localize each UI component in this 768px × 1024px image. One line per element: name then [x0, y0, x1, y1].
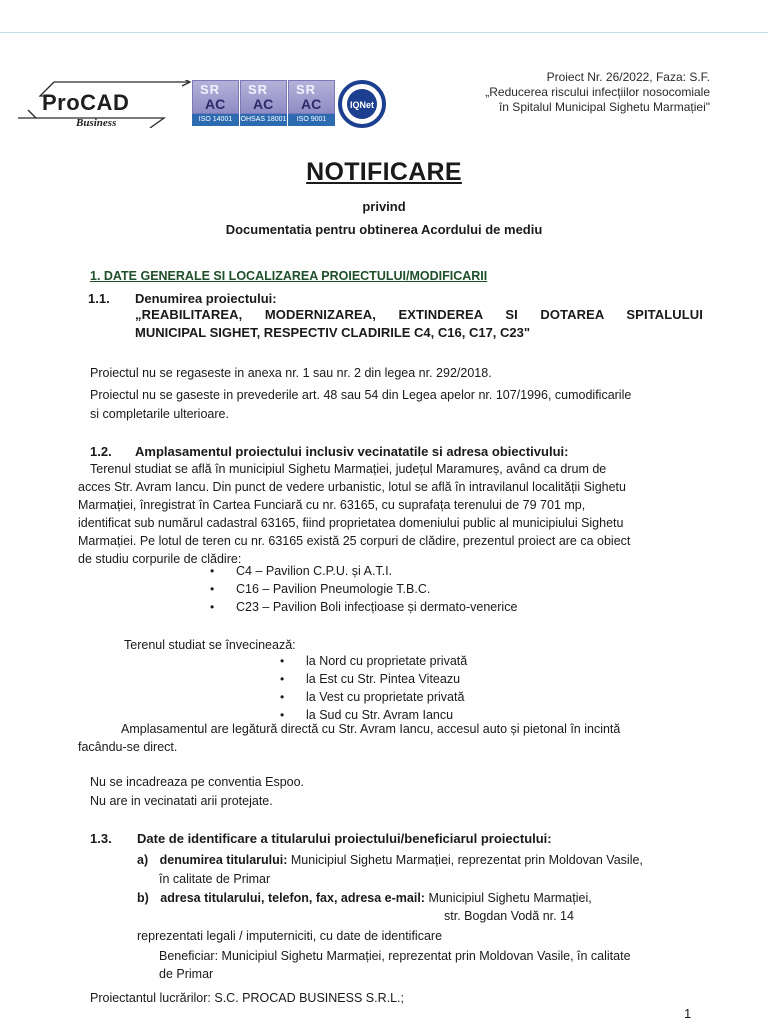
access-line-1: Amplasamentul are legătură directă cu Str. Avram Iancu, accesul auto și pietonal în incintă [121, 722, 621, 736]
project-title-line-1: „Reducerea riscului infecțiilor nosocomiale [485, 85, 710, 99]
beneficiary-line-2: de Primar [159, 967, 214, 981]
access-line-2: facându-se direct. [78, 740, 178, 754]
iqnet-logo [338, 80, 386, 128]
list-item: • la Est cu Str. Pintea Viteazu [280, 670, 467, 688]
list-item: • C23 – Pavilion Boli infecțioase și dermato-venerice [210, 598, 517, 616]
section-1-3-number: 1.3. [90, 831, 112, 846]
list-item: • la Nord cu proprietate privată [280, 652, 467, 670]
owner-address-row: b) adresa titularului, telefon, fax, adresa e-mail: Municipiul Sighetu Marmației, [137, 891, 592, 905]
water-law-statement-line-1: Proiectul nu se gaseste in prevederile art. 48 sau 54 din Legea apelor nr. 107/1996, cumodificarile [90, 388, 632, 402]
legal-representatives: reprezentati legali / imputerniciti, cu date de identificare [137, 929, 443, 943]
protected-areas-statement: Nu are in vecinatati arii protejate. [90, 794, 273, 808]
section-1-2-label: Amplasamentul proiectului inclusiv vecinatatile si adresa obiectivului: [135, 444, 569, 459]
neighbors-list [280, 652, 467, 724]
owner-name-row-2: în calitate de Primar [159, 872, 271, 886]
project-name-line-1: „REABILITAREA, MODERNIZAREA, EXTINDEREA SI DOTAREA SPITALULUI [135, 307, 703, 322]
section-1-heading: 1. DATE GENERALE SI LOCALIZAREA PROIECTULUI/MODIFICARII [90, 269, 488, 283]
section-1-1-number: 1.1. [88, 291, 110, 306]
section-1-1-label: Denumirea proiectului: [135, 291, 277, 306]
project-header [485, 70, 710, 115]
beneficiary-line-1: Beneficiar: Municipiul Sighetu Marmației, reprezentat prin Moldovan Vasile, în calitate [159, 949, 631, 963]
svg-text:Business: Business [76, 117, 117, 128]
list-item: • la Sud cu Str. Avram Iancu [280, 706, 467, 724]
cert-ohsas18001-logo: SR AC OHSAS 18001 [240, 80, 287, 128]
section-1-3-label: Date de identificare a titularului proiectului/beneficiarul proiectului: [137, 831, 552, 846]
top-rule [0, 32, 768, 33]
buildings-list [210, 562, 517, 616]
document-subtitle: privind [362, 199, 406, 214]
neighbors-intro: Terenul studiat se învecinează: [124, 638, 296, 652]
project-title-line-2: în Spitalul Municipal Sighetu Marmației" [498, 100, 710, 114]
project-number: Proiect Nr. 26/2022, Faza: S.F. [546, 70, 710, 84]
list-item: • la Vest cu proprietate privată [280, 688, 467, 706]
procad-logo [14, 80, 192, 128]
section-1-2-number: 1.2. [90, 444, 112, 459]
list-item: • C4 – Pavilion C.P.U. și A.T.I. [210, 562, 517, 580]
document-title: NOTIFICARE [306, 158, 462, 186]
annex-statement: Proiectul nu se regaseste in anexa nr. 1 sau nr. 2 din legea nr. 292/2018. [90, 366, 492, 380]
project-name-line-2: MUNICIPAL SIGHET, RESPECTIV CLADIRILE C4, C16, C17, C23" [135, 325, 531, 340]
document-subtitle-2: Documentatia pentru obtinerea Acordului de mediu [225, 222, 543, 237]
site-description: Terenul studiat se află în municipiul Sighetu Marmației, județul Maramureș, având ca drum de acces Str. Avram Iancu. Din punct de vedere urbanistic, lotul se află în intravilanul localității Sighetu Marmației, înregistrat în Cartea Funciară cu nr. 63165, cu suprafața terenului de 79 701 mp, identificat sub numărul cadastral 63165, fiind proprietatea domeniului public al municipiului Sighetu Marmației. Pe lotul de teren cu nr. 63165 există 25 corpuri de clădire, prezentul proiect are ca obiect de studiu corpurile de clădire: [78, 462, 631, 566]
cert-iso14001-logo: SR AC ISO 14001 [192, 80, 239, 128]
svg-text:IQNet: IQNet [349, 100, 375, 110]
designer-line: Proiectantul lucrărilor: S.C. PROCAD BUSINESS S.R.L.; [90, 991, 404, 1005]
list-item: • C16 – Pavilion Pneumologie T.B.C. [210, 580, 517, 598]
espoo-statement: Nu se incadreaza pe conventia Espoo. [90, 775, 305, 789]
cert-iso9001-logo: SR AC ISO 9001 [288, 80, 335, 128]
svg-text:ProCAD: ProCAD [42, 90, 130, 115]
owner-name-row: a) denumirea titularului: Municipiul Sighetu Marmației, reprezentat prin Moldovan Vasile, [137, 853, 643, 867]
owner-address-row-2: str. Bogdan Vodă nr. 14 [444, 909, 574, 923]
page-number: 1 [684, 1006, 692, 1021]
water-law-statement-line-2: si completarile ulterioare. [90, 407, 229, 421]
certification-logos [192, 80, 386, 128]
